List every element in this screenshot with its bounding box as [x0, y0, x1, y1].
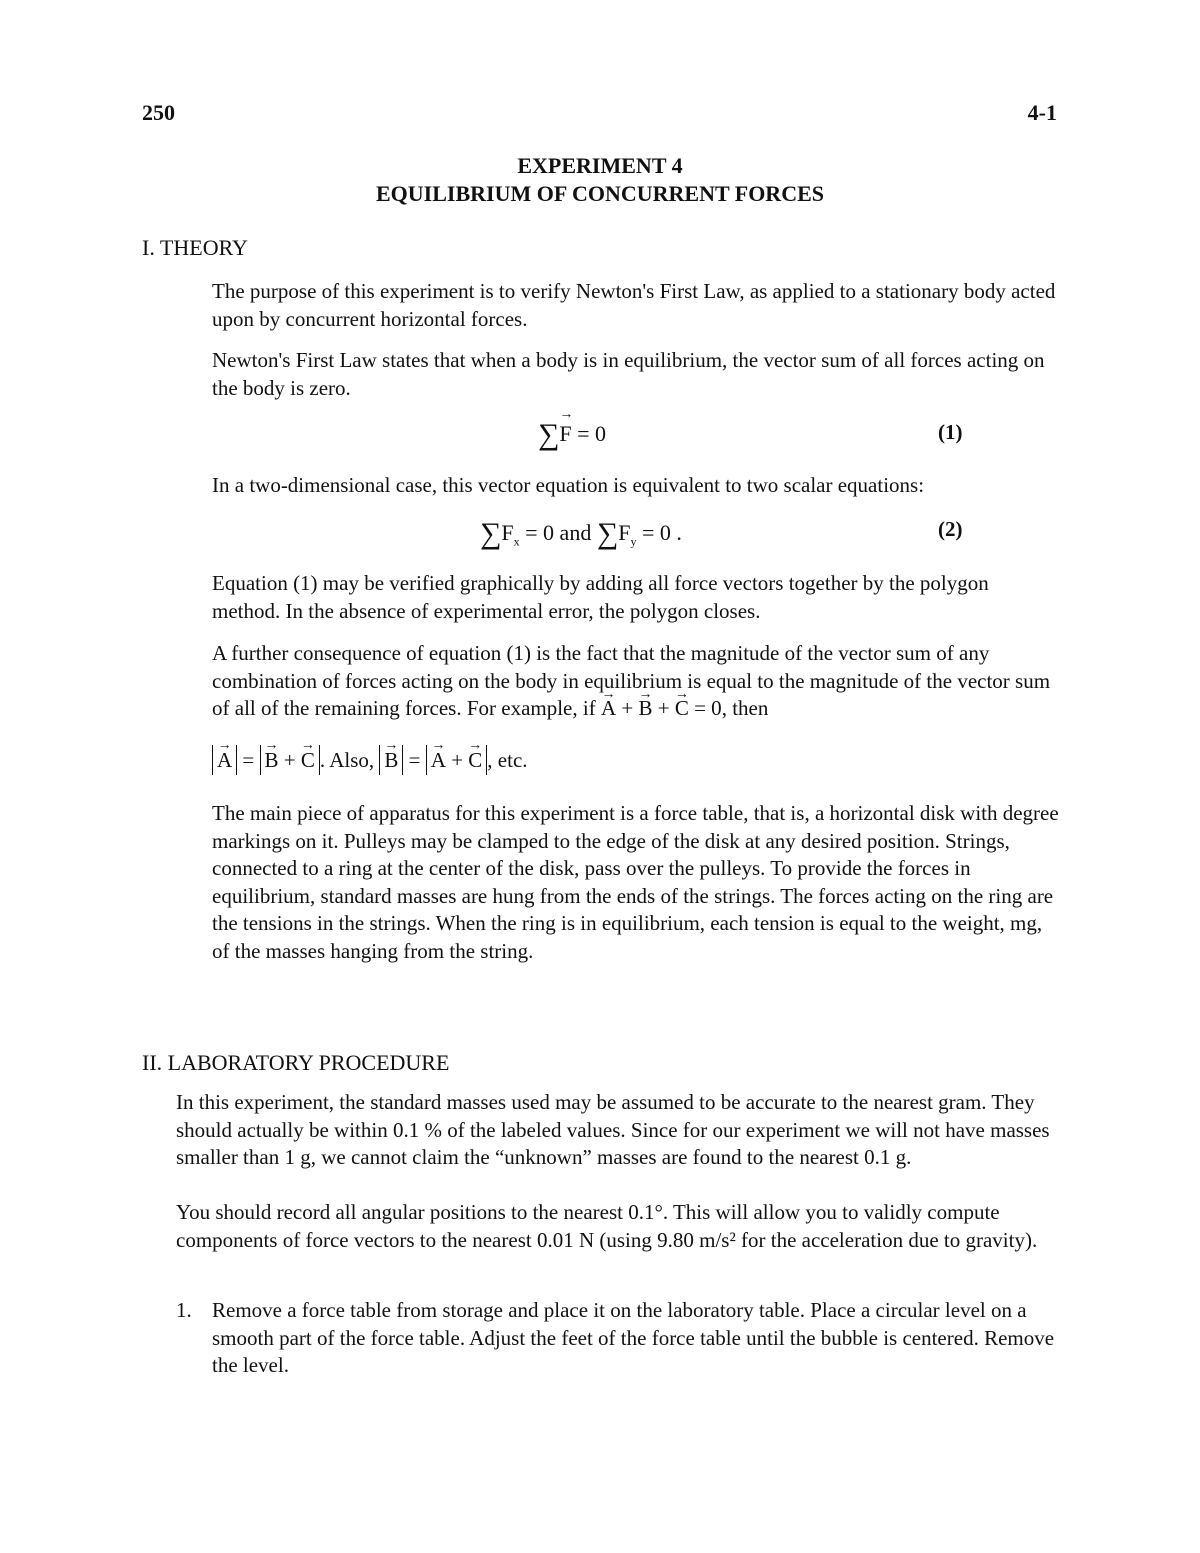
theory-heading: I. THEORY: [142, 235, 248, 260]
equation-1-label: (1): [938, 420, 963, 444]
procedure-step-1-text: Remove a force table from storage and place it on the laboratory table. Place a circular level on a smooth part of the force table. Adjust the feet of the force table until the bubble is centered. Remove the level.: [212, 1298, 1055, 1377]
theory-paragraph-5-then: , then: [721, 696, 769, 720]
equation-sum-abc: → A + → B + → C = 0: [601, 696, 722, 720]
equation-2: $\sum F_x = 0$ and $\sum F_y = 0$ .: [480, 517, 682, 550]
experiment-subtitle: EQUILIBRIUM OF CONCURRENT FORCES: [376, 181, 824, 206]
theory-paragraph-5-continued: [212, 745, 1062, 775]
theory-paragraph-3: In a two-dimensional case, this vector equation is equivalent to two scalar equations:: [212, 473, 925, 497]
procedure-paragraph-2: You should record all angular positions to the nearest 0.1°. This will allow you to validly compute components of force vectors to the nearest 0.01 N (using 9.80 m/s² for the acceleration due to gravity).: [176, 1200, 1038, 1252]
page-number-left: 250: [142, 100, 175, 125]
equation-abs-b: → B = → A + → C: [379, 748, 487, 772]
theory-paragraph-5-etc: , etc.: [487, 748, 528, 772]
procedure-step-1-number: 1.: [176, 1298, 192, 1322]
page-number-right: 4-1: [1027, 100, 1057, 125]
theory-paragraph-6: The main piece of apparatus for this experiment is a force table, that is, a horizontal disk with degree markings on it. Pulleys may be clamped to the edge of the disk at any desired position. Strings, connected to a ring at the center of the disk, pass over the pulleys. To provide the forces in equilibrium, standard masses are hung from the ends of the strings. The forces acting on the ring are the tensions in the strings. When the ring is in equilibrium, each tension is equal to the weight, mg, of the masses hanging from the string.: [212, 801, 1059, 963]
procedure-paragraph-1: In this experiment, the standard masses used may be assumed to be accurate to the nearest gram. They should actually be within 0.1 % of the labeled values. Since for our experiment we will not have masses smaller than 1 g, we cannot claim the “unknown” masses are found to the nearest 0.1 g.: [176, 1090, 1050, 1169]
equation-abs-a: → A = → B + → C: [212, 748, 320, 772]
theory-paragraph-5-also: . Also,: [319, 748, 375, 772]
equation-1: ∑→ F = 0: [538, 418, 606, 452]
theory-paragraph-2: Newton's First Law states that when a body is in equilibrium, the vector sum of all forces acting on the body is zero.: [212, 348, 1045, 400]
theory-paragraph-5-text: A further consequence of equation (1) is the fact that the magnitude of the vector sum of any combination of forces acting on the body in equilibrium is equal to the magnitude of the vector sum of all of the remaining forces. For example, if: [212, 641, 1051, 720]
procedure-heading: II. LABORATORY PROCEDURE: [142, 1050, 450, 1075]
theory-paragraph-5: [212, 640, 1062, 723]
theory-paragraph-1: The purpose of this experiment is to verify Newton's First Law, as applied to a stationary body acted upon by concurrent horizontal forces.: [212, 279, 1056, 331]
equation-2-label: (2): [938, 517, 963, 541]
experiment-title: EXPERIMENT 4: [517, 153, 683, 178]
theory-paragraph-4: Equation (1) may be verified graphically by adding all force vectors together by the polygon method. In the absence of experimental error, the polygon closes.: [212, 571, 989, 623]
